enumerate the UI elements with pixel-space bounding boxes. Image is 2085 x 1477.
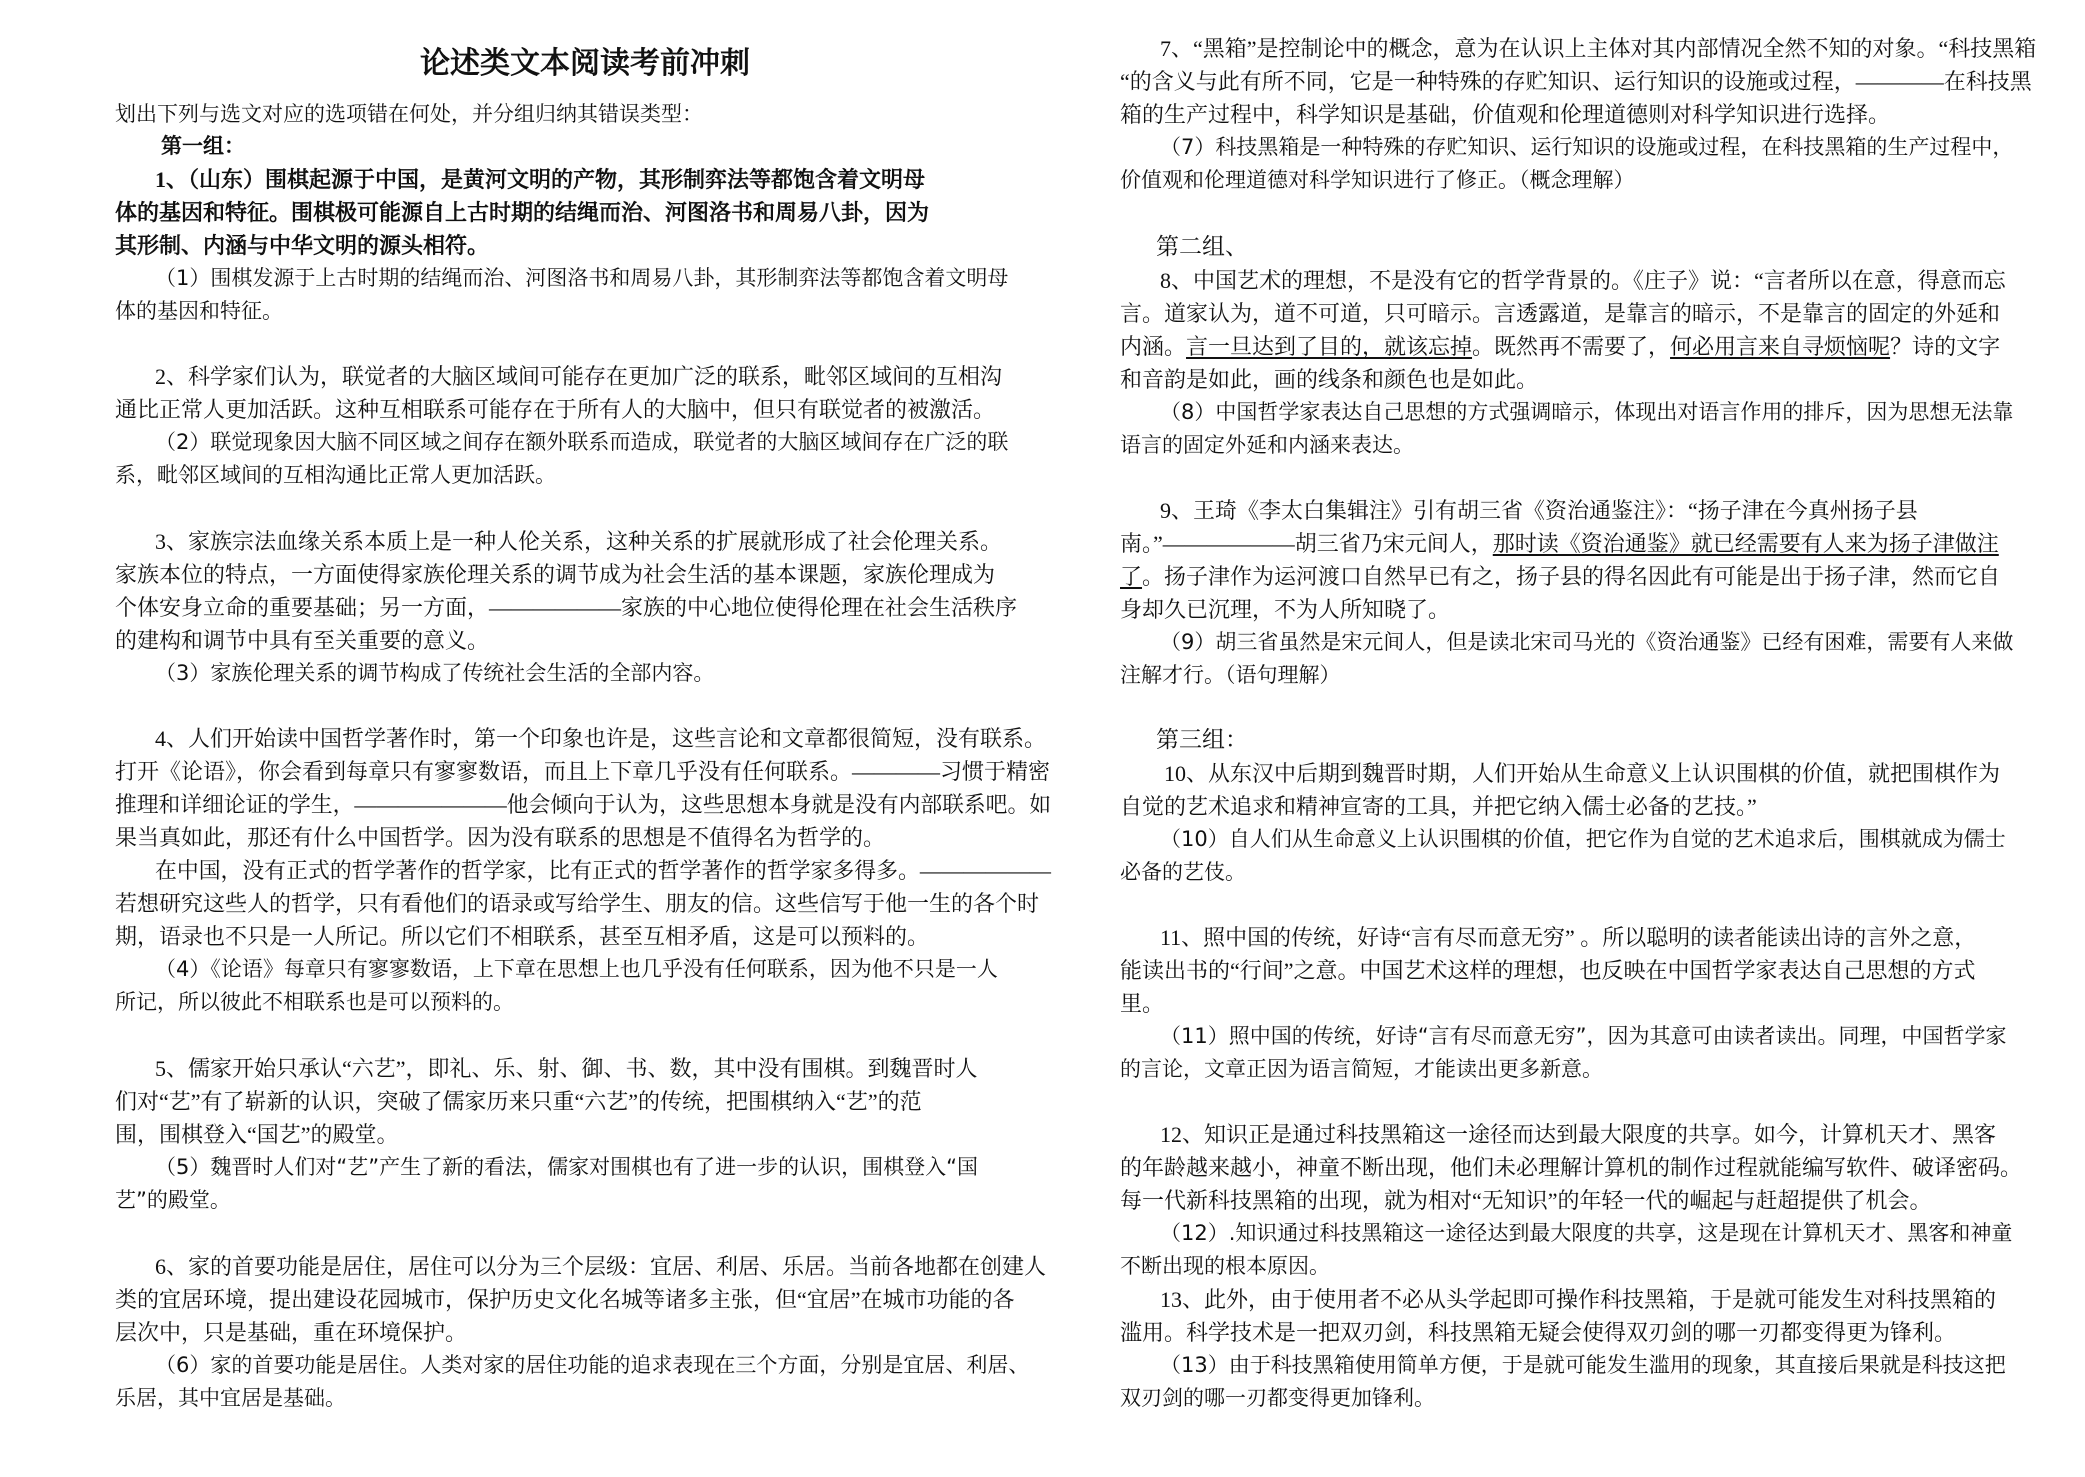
passage-6-line: 6、家的首要功能是居住，居住可以分为三个层级：宜居、利居、乐居。当前各地都在创建人 xyxy=(155,1254,1047,1279)
group-2-label: 第二组、 xyxy=(1156,234,1248,260)
passage-7-line: 7、“黑箱”是控制论中的概念，意为在认识上主体对其内部情况全然不知的对象。“科技黑箱 xyxy=(1160,36,2037,61)
page-title: 论述类文本阅读考前冲刺 xyxy=(420,46,750,81)
passage-9-text: 。扬子津作为运河渡口自然早已有之，扬子县的得名因此有可能是出于扬子津，然而它自 xyxy=(1142,564,2001,589)
group-3-label: 第三组： xyxy=(1156,727,1248,753)
passage-8-text: ？诗的文字 xyxy=(1890,334,2001,359)
passage-8-text: 内涵。 xyxy=(1120,334,1187,359)
passage-13-line: 13、此外，由于使用者不必从头学起即可操作科技黑箱，于是就可能发生对科技黑箱的 xyxy=(1160,1287,1997,1312)
option-11-line: 的言论，文章正因为语言简短，才能读出更多新意。 xyxy=(1120,1057,1603,1081)
option-6-line: 乐居，其中宜居是基础。 xyxy=(115,1386,346,1410)
passage-4-line: 推理和详细论证的学生，———————他会倾向于认为，这些思想本身就是没有内部联系吧。如 xyxy=(115,792,1051,817)
passage-7-line: 箱的生产过程中，科学知识是基础，价值观和伦理道德则对科学知识进行选择。 xyxy=(1120,102,1891,127)
option-3-line: （3）家族伦理关系的调节构成了传统社会生活的全部内容。 xyxy=(155,661,715,685)
passage-8-line: 言。道家认为，道不可道，只可暗示。言透露道，是靠言的暗示，不是靠言的固定的外延和 xyxy=(1120,301,2001,326)
option-7-line: （7）科技黑箱是一种特殊的存贮知识、运行知识的设施或过程，在科技黑箱的生产过程中， xyxy=(1160,135,2014,159)
passage-3-line: 个体安身立命的重要基础；另一方面，——————家族的中心地位使得伦理在社会生活秩序 xyxy=(115,595,1018,620)
passage-4-line: 在中国，没有正式的哲学著作的哲学家，比有正式的哲学著作的哲学家多得多。—————— xyxy=(155,858,1051,883)
passage-2-line: 2、科学家们认为，联觉者的大脑区域间可能存在更加广泛的联系，毗邻区域间的互相沟 xyxy=(155,364,1003,389)
option-12-line: （12）.知识通过科技黑箱这一途径达到最大限度的共享，这是现在计算机天才、黑客和神童 xyxy=(1160,1221,2013,1245)
underlined-phrase: 言一旦达到了目的，就该忘掉 xyxy=(1186,334,1473,359)
passage-9-line xyxy=(1120,527,1999,560)
option-10-line: （10）自人们从生命意义上认识围棋的价值，把它作为自觉的艺术追求后，围棋就成为儒士 xyxy=(1160,827,2006,851)
passage-1-line: 1、（山东）围棋起源于中国，是黄河文明的产物，其形制弈法等都饱含着文明母 xyxy=(155,167,926,192)
passage-10-line: 自觉的艺术追求和精神宣寄的工具，并把它纳入儒士必备的艺技。” xyxy=(1120,794,1757,819)
option-4-line: 所记，所以彼此不相联系也是可以预料的。 xyxy=(115,990,514,1014)
passage-4-line: 4、人们开始读中国哲学著作时，第一个印象也许是，这些言论和文章都很简短，没有联系。 xyxy=(155,726,1047,751)
passage-3-line: 家族本位的特点，一方面使得家族伦理关系的调节成为社会生活的基本课题，家族伦理成为 xyxy=(115,562,996,587)
passage-12-line: 的年龄越来越小，神童不断出现，他们未必理解计算机的制作过程就能编写软件、破译密码。 xyxy=(1120,1155,2023,1180)
passage-11-line: 里。 xyxy=(1120,991,1165,1016)
passage-6-line: 层次中，只是基础，重在环境保护。 xyxy=(115,1320,468,1345)
passage-11-line: 11、照中国的传统，好诗“言有尽而意无穷” 。所以聪明的读者能读出诗的言外之意， xyxy=(1160,925,1977,950)
passage-4-line: 果当真如此，那还有什么中国哲学。因为没有联系的思想是不值得名为哲学的。 xyxy=(115,825,886,850)
passage-1-line: 其形制、内涵与中华文明的源头相符。 xyxy=(115,233,490,258)
passage-1-line: 体的基因和特征。围棋极可能源自上古时期的结绳而治、河图洛书和周易八卦，因为 xyxy=(115,200,930,225)
passage-12-line: 每一代新科技黑箱的出现，就为相对“无知识”的年轻一代的崛起与赶超提供了机会。 xyxy=(1120,1188,1932,1213)
underlined-phrase: 何必用言来自寻烦恼呢 xyxy=(1670,334,1891,359)
option-7-line: 价值观和伦理道德对科学知识进行了修正。（概念理解） xyxy=(1120,168,1635,192)
option-10-line: 必备的艺伎。 xyxy=(1120,860,1246,884)
option-2-line: （2）联觉现象因大脑不同区域之间存在额外联系而造成，联觉者的大脑区域间存在广泛的联 xyxy=(155,430,1009,454)
underlined-phrase: 了 xyxy=(1120,564,1143,589)
underlined-phrase: 那时读《资治通鉴》就已经需要有人来为扬子津做注 xyxy=(1492,531,1999,556)
option-4-line: （4）《论语》每章只有寥寥数语，上下章在思想上也几乎没有任何联系，因为他不只是一人 xyxy=(155,957,998,981)
option-9-line: 注解才行。（语句理解） xyxy=(1120,663,1341,687)
passage-8-line xyxy=(1120,330,2000,363)
option-2-line: 系，毗邻区域间的互相沟通比正常人更加活跃。 xyxy=(115,463,556,487)
option-12-line: 不断出现的根本原因。 xyxy=(1120,1254,1330,1278)
passage-10-line: 10、从东汉中后期到魏晋时期，人们开始从生命意义上认识围棋的价值，就把围棋作为 xyxy=(1164,761,2001,786)
option-5-line: （5）魏晋时人们对“艺”产生了新的看法，儒家对围棋也有了进一步的认识，围棋登入“国 xyxy=(155,1155,978,1179)
option-6-line: （6）家的首要功能是居住。人类对家的居住功能的追求表现在三个方面，分别是宜居、利居、 xyxy=(155,1353,1030,1377)
passage-12-line: 12、知识正是通过科技黑箱这一途径而达到最大限度的共享。如今，计算机天才、黑客 xyxy=(1160,1122,1997,1147)
option-13-line: （13）由于科技黑箱使用简单方便，于是就可能发生滥用的现象，其直接后果就是科技这把 xyxy=(1160,1353,2006,1377)
option-8-line: （8）中国哲学家表达自己思想的方式强调暗示，体现出对语言作用的排斥，因为思想无法靠 xyxy=(1160,400,2014,424)
passage-6-line: 类的宜居环境，提出建设花园城市，保护历史文化名城等诸多主张，但“宜居”在城市功能的各 xyxy=(115,1287,1015,1312)
passage-8-line: 和音韵是如此，画的线条和颜色也是如此。 xyxy=(1120,367,1539,392)
instruction: 划出下列与选文对应的选项错在何处，并分组归纳其错误类型： xyxy=(115,102,703,126)
passage-3-line: 的建构和调节中具有至关重要的意义。 xyxy=(115,628,490,653)
option-13-line: 双刃剑的哪一刃都变得更加锋利。 xyxy=(1120,1386,1435,1410)
passage-5-line: 们对“艺”有了崭新的认识，突破了儒家历来只重“六艺”的传统，把围棋纳入“艺”的范 xyxy=(115,1089,922,1114)
passage-4-line: 期，语录也不只是一人所记。所以它们不相联系，甚至互相矛盾，这是可以预料的。 xyxy=(115,924,930,949)
passage-9-line: 9、王琦《李太白集辑注》引有胡三省《资治通鉴注》：“扬子津在今真州扬子县 xyxy=(1160,498,1918,523)
passage-4-line: 打开《论语》，你会看到每章只有寥寥数语，而且上下章几乎没有任何联系。————习惯于精密 xyxy=(115,759,1051,784)
option-1-line: 体的基因和特征。 xyxy=(115,299,283,323)
passage-8-text: 。既然再不需要了， xyxy=(1472,334,1671,359)
passage-5-line: 围，围棋登入“国艺”的殿堂。 xyxy=(115,1122,399,1147)
passage-7-line: “的含义与此有所不同，它是一种特殊的存贮知识、运行知识的设施或过程，————在科技黑 xyxy=(1120,69,2032,94)
passage-9-line: 身却久已沉理，不为人所知晓了。 xyxy=(1120,597,1451,622)
group-1-label: 第一组： xyxy=(161,134,245,158)
option-1-line: （1）围棋发源于上古时期的结绳而治、河图洛书和周易八卦，其形制弈法等都饱含着文明母 xyxy=(155,266,1009,290)
option-8-line: 语言的固定外延和内涵来表达。 xyxy=(1120,433,1414,457)
passage-13-line: 滥用。科学技术是一把双刃剑，科技黑箱无疑会使得双刃剑的哪一刃都变得更为锋利。 xyxy=(1120,1320,1957,1345)
passage-9-line xyxy=(1120,560,2000,593)
passage-4-line: 若想研究这些人的哲学，只有看他们的语录或写给学生、朋友的信。这些信写于他一生的各个时 xyxy=(115,891,1040,916)
option-11-line: （11）照中国的传统，好诗“言有尽而意无穷”，因为其意可由读者读出。同理，中国哲学家 xyxy=(1160,1024,2007,1048)
passage-9-text: 南。”——————胡三省乃宋元间人， xyxy=(1120,531,1493,556)
option-9-line: （9）胡三省虽然是宋元间人，但是读北宋司马光的《资治通鉴》已经有困难，需要有人来做 xyxy=(1160,630,2014,654)
passage-5-line: 5、儒家开始只承认“六艺”，即礼、乐、射、御、书、数，其中没有围棋。到魏晋时人 xyxy=(155,1056,978,1081)
option-5-line: 艺”的殿堂。 xyxy=(115,1188,231,1212)
passage-2-line: 通比正常人更加活跃。这种互相联系可能存在于所有人的大脑中，但只有联觉者的被激活。 xyxy=(115,397,996,422)
passage-8-line: 8、中国艺术的理想，不是没有它的哲学背景的。《庄子》说：“言者所以在意，得意而忘 xyxy=(1160,268,2006,293)
passage-3-line: 3、家族宗法血缘关系本质上是一种人伦关系，这种关系的扩展就形成了社会伦理关系。 xyxy=(155,529,1003,554)
passage-11-line: 能读出书的“行间”之意。中国艺术这样的理想，也反映在中国哲学家表达自己思想的方式 xyxy=(1120,958,1976,983)
